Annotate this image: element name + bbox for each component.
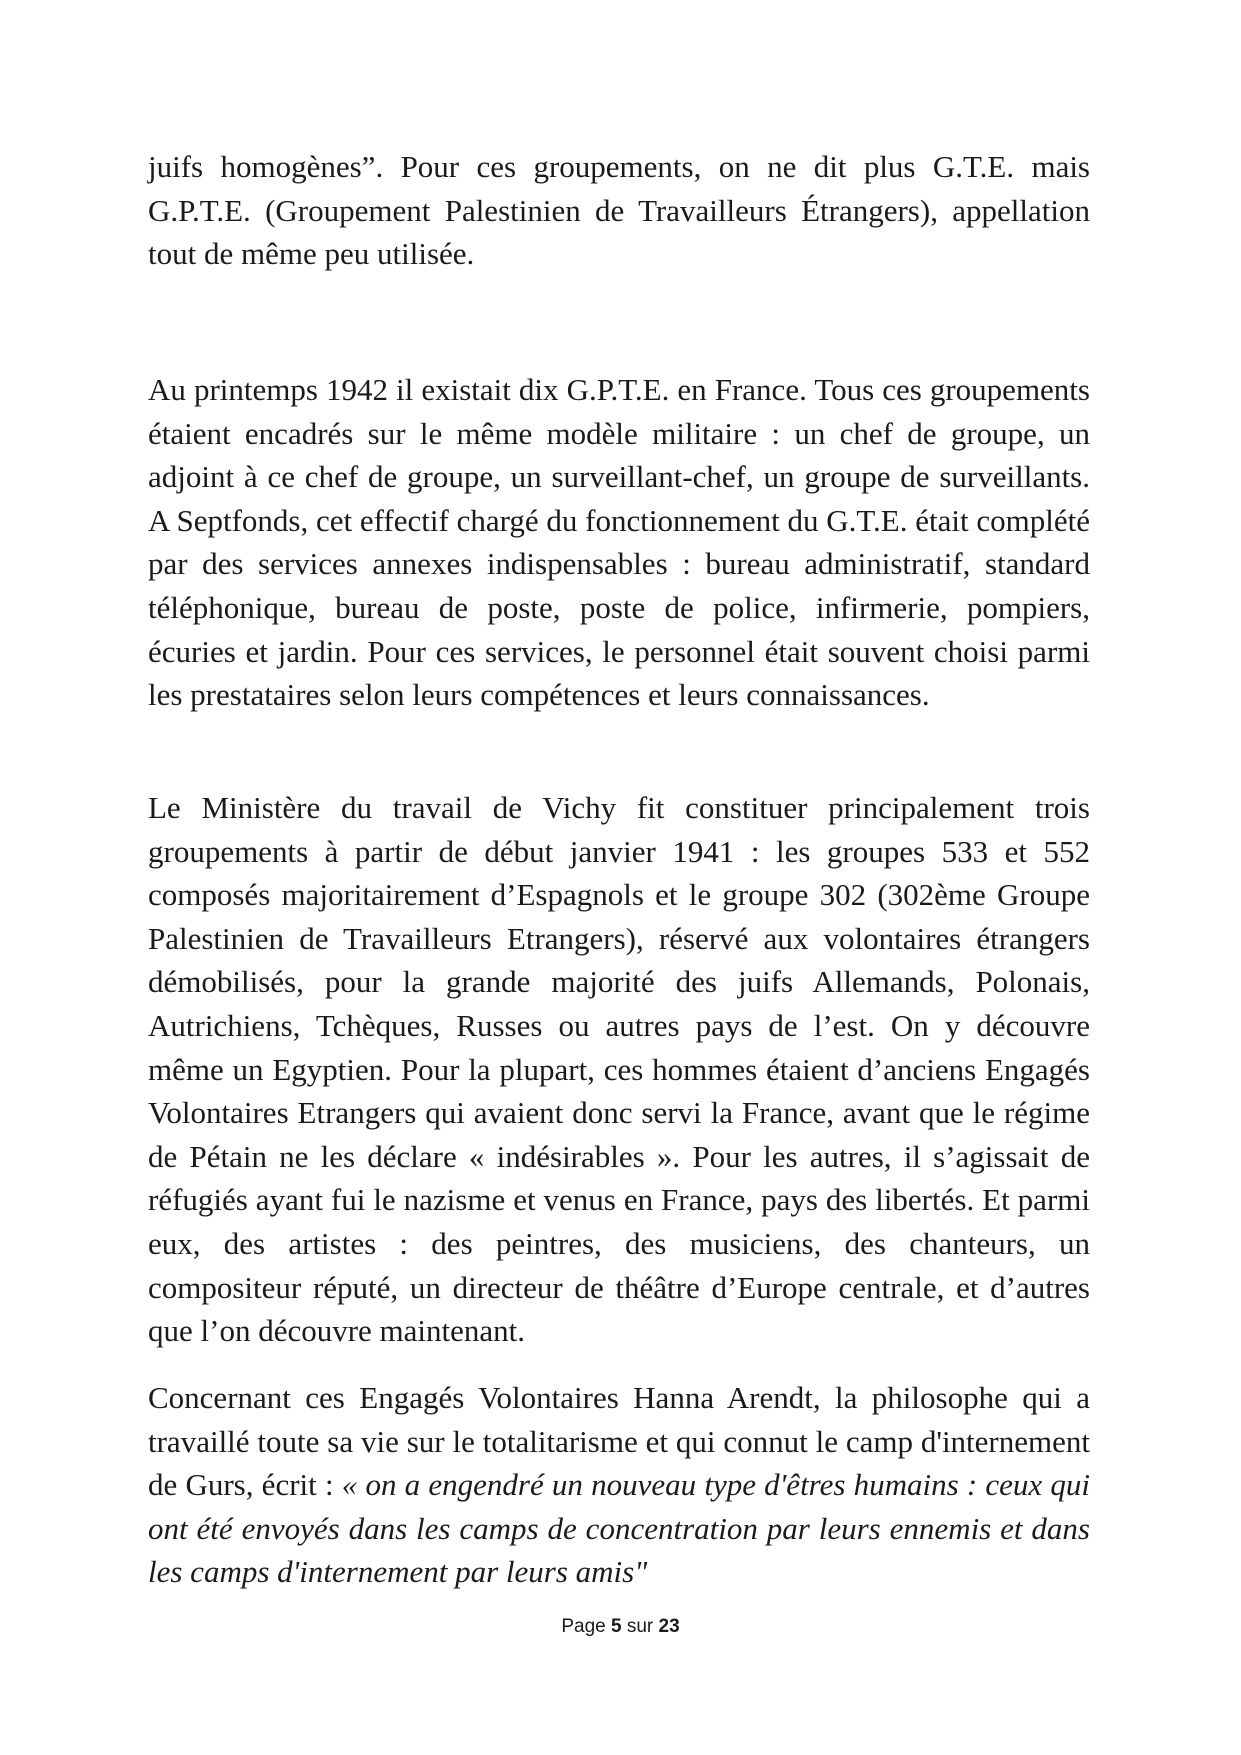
paragraph-hanna-arendt [148,1376,1090,1594]
page-footer [0,1616,1241,1638]
arendt-intro-text: Concernant ces Engagés Volontaires Hanna Arendt, la philosophe qui a travaillé toute sa vie sur le totalitarisme et qui connut le camp d'internement de Gurs, écrit : [148,1380,1090,1503]
arendt-quote: « on a engendré un nouveau type d'êtres humains : ceux qui ont été envoyés dans les camps de concentration par leurs ennemis et dans les camps d'internement par leurs amis" [148,1467,1091,1590]
footer-separator: sur [626,1616,654,1637]
paragraph-groupements: juifs homogènes”. Pour ces groupements, on ne dit plus G.T.E. mais G.P.T.E. (Groupement Palestinien de Travailleurs Étrangers), appellation tout de même peu utilisée. [148,149,1090,272]
footer-total-pages: 23 [658,1616,680,1637]
paragraph-printemps-1942: Au printemps 1942 il existait dix G.P.T.E. en France. Tous ces groupements étaient encadrés sur le même modèle militaire : un chef de groupe, un adjoint à ce chef de groupe, un surveillant-chef, un groupe de surveillants. A Septfonds, cet effectif chargé du fonctionnement du G.T.E. était complété par des services annexes indispensables : bureau administratif, standard téléphonique, bureau de poste, poste de police, infirmerie, pompiers, écuries et jardin. Pour ces services, le personnel était souvent choisi parmi les prestataires selon leurs compétences et leurs connaissances. [148,372,1090,713]
paragraph-ministere-travail: Le Ministère du travail de Vichy fit constituer principalement trois groupements à partir de début janvier 1941 : les groupes 533 et 552 composés majoritairement d’Espagnols et le groupe 302 (302ème Groupe Palestinien de Travailleurs Etrangers), réservé aux volontaires étrangers démobilisés, pour la grande majorité des juifs Allemands, Polonais, Autrichiens, Tchèques, Russes ou autres pays de l’est. On y découvre même un Egyptien. Pour la plupart, ces hommes étaient d’anciens Engagés Volontaires Etrangers qui avaient donc servi la France, avant que le régime de Pétain ne les déclare « indésirables ». Pour les autres, il s’agissait de réfugiés ayant fui le nazisme et venus en France, pays des libertés. Et parmi eux, des artistes : des peintres, des musiciens, des chanteurs, un compositeur réputé, un directeur de théâtre d’Europe centrale, et d’autres que l’on découvre maintenant. [148,790,1090,1349]
document-page [148,145,1091,1590]
footer-current-page: 5 [610,1616,622,1637]
footer-prefix: Page [561,1616,606,1637]
